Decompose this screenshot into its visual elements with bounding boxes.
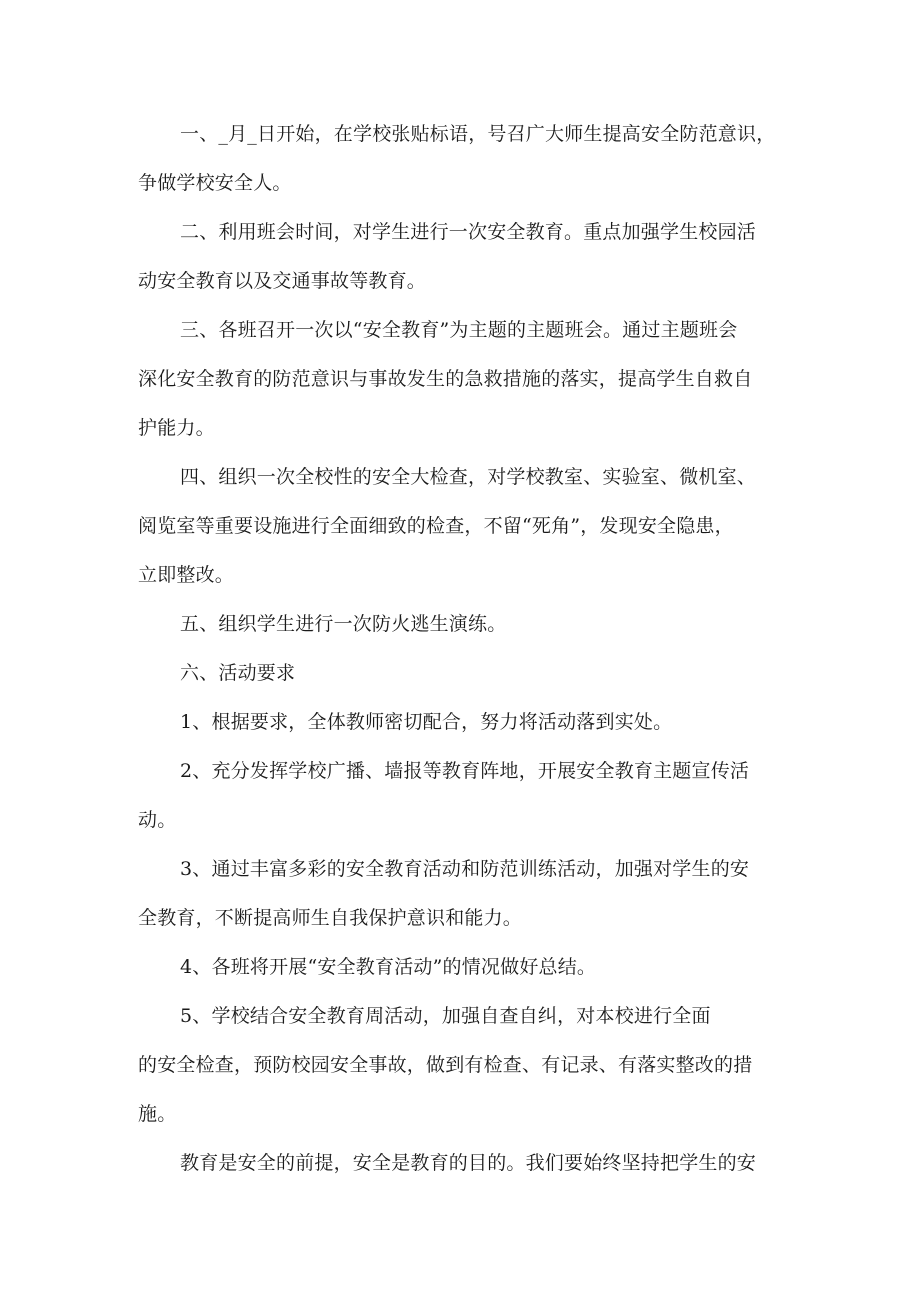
paragraph-1-line-1: 一、_月_日开始，在学校张贴标语，号召广大师生提高安全防范意识， — [180, 123, 776, 145]
requirement-4-line-1: 4、各班将开展“安全教育活动”的情况做好总结。 — [180, 956, 597, 978]
paragraph-4-line-3: 立即整改。 — [138, 564, 235, 586]
paragraph-3-line-2: 深化安全教育的防范意识与事故发生的急救措施的落实，提高学生自救自 — [138, 368, 753, 390]
requirement-1-line-1: 1、根据要求，全体教师密切配合，努力将活动落到实处。 — [180, 711, 673, 733]
requirement-5-line-1: 5、学校结合安全教育周活动，加强自查自纠，对本校进行全面 — [180, 1005, 711, 1027]
requirement-3-line-2: 全教育，不断提高师生自我保护意识和能力。 — [138, 907, 523, 929]
paragraph-2-line-2: 动安全教育以及交通事故等教育。 — [138, 270, 427, 292]
closing-paragraph-line-1: 教育是安全的前提，安全是教育的目的。我们要始终坚持把学生的安 — [180, 1152, 757, 1174]
paragraph-1-line-2: 争做学校安全人。 — [138, 172, 292, 194]
paragraph-3-line-3: 护能力。 — [138, 417, 215, 439]
paragraph-5-line-1: 五、组织学生进行一次防火逃生演练。 — [180, 613, 507, 635]
paragraph-3-line-1: 三、各班召开一次以“安全教育”为主题的主题班会。通过主题班会 — [180, 319, 738, 341]
paragraph-2-line-1: 二、利用班会时间，对学生进行一次安全教育。重点加强学生校园活 — [180, 221, 757, 243]
requirement-3-line-1: 3、通过丰富多彩的安全教育活动和防范训练活动，加强对学生的安 — [180, 858, 750, 880]
requirement-2-line-2: 动。 — [138, 809, 177, 831]
requirement-5-line-2: 的安全检查，预防校园安全事故，做到有检查、有记录、有落实整改的措 — [138, 1054, 753, 1076]
paragraph-4-line-1: 四、组织一次全校性的安全大检查，对学校教室、实验室、微机室、 — [180, 466, 757, 488]
requirement-2-line-1: 2、充分发挥学校广播、墙报等教育阵地，开展安全教育主题宣传活 — [180, 760, 750, 782]
paragraph-4-line-2: 阅览室等重要设施进行全面细致的检查，不留“死角”，发现安全隐患， — [138, 515, 734, 537]
requirement-5-line-3: 施。 — [138, 1103, 177, 1125]
section-heading-requirements: 六、活动要求 — [180, 662, 296, 684]
